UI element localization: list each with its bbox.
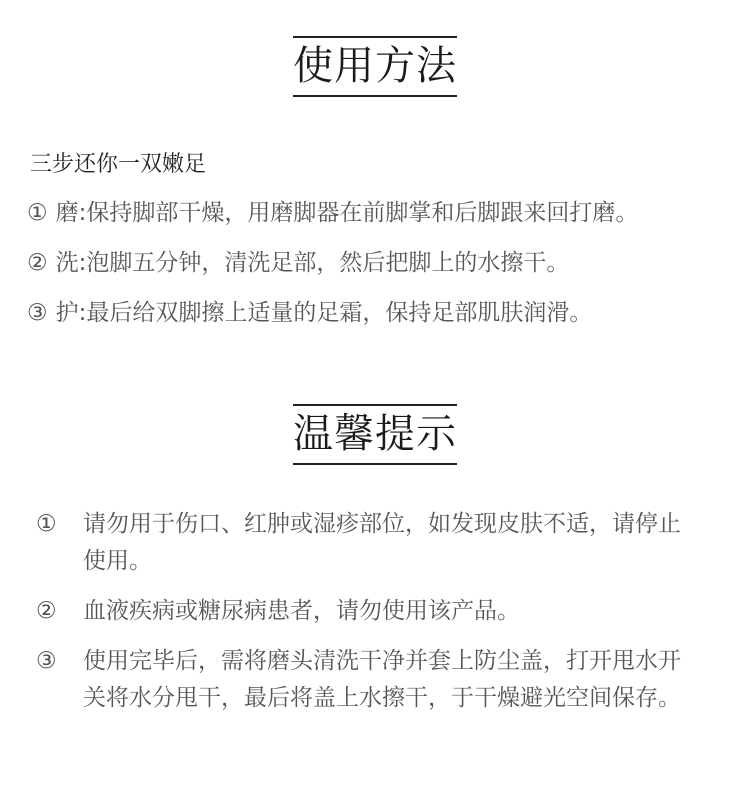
usage-step-1 <box>27 196 742 246</box>
usage-section-heading <box>0 36 750 97</box>
usage-steps-list <box>27 196 742 346</box>
usage-subtitle: 三步还你一双嫩足 <box>30 152 207 177</box>
usage-step-3 <box>27 296 742 346</box>
tip-item-1 <box>36 506 696 580</box>
step-number: ① <box>27 200 48 226</box>
tips-list <box>36 506 696 730</box>
step-number: ② <box>27 250 48 276</box>
tip-text: 使用完毕后，需将磨头清洗干净并套上防尘盖，打开甩水开关将水分甩干，最后将盖上水擦干，于干燥避光空间保存。 <box>83 648 681 711</box>
step-text: 磨:保持脚部干燥，用磨脚器在前脚掌和后脚跟来回打磨。 <box>55 200 639 226</box>
usage-step-2 <box>27 246 742 296</box>
tips-section-heading <box>0 404 750 465</box>
tips-title: 温馨提示 <box>293 404 457 465</box>
tip-text: 请勿用于伤口、红肿或湿疹部位，如发现皮肤不适，请停止使用。 <box>83 511 681 574</box>
tip-text: 血液疾病或糖尿病患者，请勿使用该产品。 <box>83 598 520 624</box>
tip-item-2 <box>36 593 696 630</box>
step-text: 护:最后给双脚擦上适量的足霜，保持足部肌肤润滑。 <box>55 300 593 326</box>
tip-number: ② <box>36 598 57 624</box>
tip-item-3 <box>36 643 696 717</box>
tip-number: ③ <box>36 648 57 674</box>
step-text: 洗:泡脚五分钟，清洗足部，然后把脚上的水擦干。 <box>55 250 570 276</box>
usage-title: 使用方法 <box>293 36 457 97</box>
step-number: ③ <box>27 300 48 326</box>
tip-number: ① <box>36 511 57 537</box>
